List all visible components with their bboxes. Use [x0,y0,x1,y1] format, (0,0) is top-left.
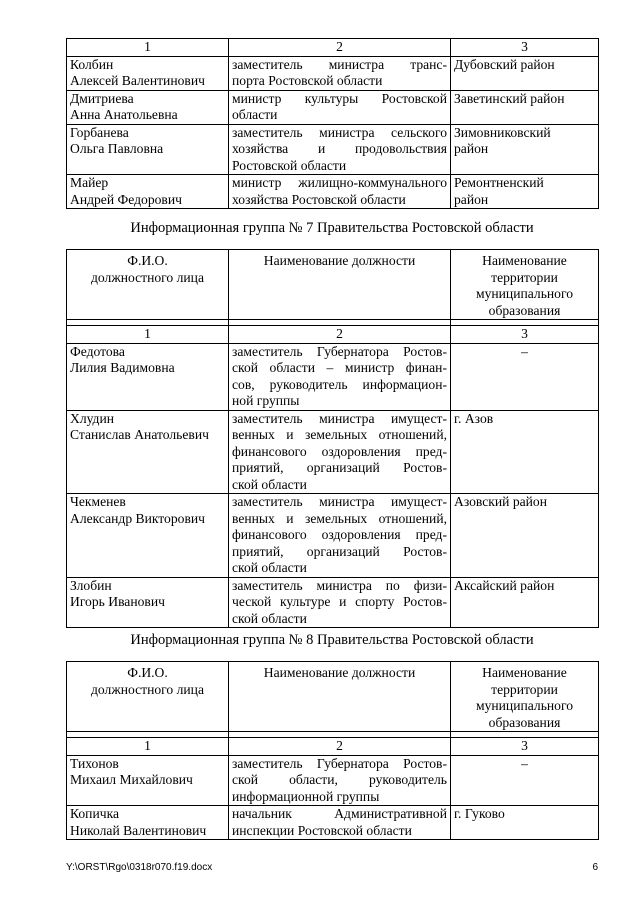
header-text: Ф.И.О. [127,665,168,680]
position-line: ской области – министр финан- [232,360,447,375]
official-name-cell [67,124,229,175]
group-8-caption: Информационная группа № 8 Правительства Ростовской области [130,632,534,648]
column-number: 3 [451,738,599,756]
position-line: ской области [232,476,307,492]
name-line: Хлудин [70,410,115,426]
official-name-cell [67,410,229,494]
territory-line: г. Гуково [454,806,505,821]
territory-line: район [454,141,489,156]
position-line: заместитель министра имущест- [232,410,447,426]
header-text: образования [488,302,561,318]
position-line: заместитель Губернатора Ростов- [232,343,447,359]
table-row [67,343,599,410]
column-number: 1 [67,326,229,344]
position-line: сов, руководитель информацион- [232,376,447,392]
group-7-table [66,249,599,628]
header-text: Наименование должности [263,253,416,268]
position-cell [229,755,451,806]
position-line: венных и земельных отношений, [232,427,447,442]
name-line: Федотова [70,343,125,359]
name-line: Дмитриева [70,90,134,106]
position-cell [229,56,451,90]
name-line: Лилия Вадимовна [70,360,175,375]
header-territory [451,662,599,732]
territory-line: Азовский район [454,494,548,509]
territory-cell [451,56,599,90]
header-text: должностного лица [91,681,204,697]
position-cell [229,343,451,410]
territory-line: – [521,755,528,771]
official-name-cell [67,577,229,628]
position-cell [229,494,451,578]
header-row [67,662,599,732]
position-line: хозяйства Ростовской области [232,191,406,207]
header-position [229,662,451,732]
territory-line: – [521,343,528,359]
territory-line: Аксайский район [454,577,555,593]
column-number: 3 [451,326,599,344]
column-number: 1 [67,39,229,57]
header-text: Наименование должности [263,665,416,680]
official-name-cell [67,90,229,124]
territory-line: Дубовский район [454,56,555,72]
position-line: ной группы [232,393,300,408]
territory-cell [451,175,599,209]
table-row [67,577,599,628]
official-name-cell [67,806,229,840]
column-number-row [67,326,599,344]
name-line: Александр Викторович [70,510,205,526]
header-text: муниципального [475,698,573,713]
position-line: заместитель министра сельского [232,124,447,140]
position-cell [229,410,451,494]
name-line: Алексей Валентинович [70,73,205,88]
territory-line: г. Азов [454,410,494,426]
column-number: 2 [229,738,451,756]
column-number: 2 [229,326,451,344]
territory-cell [451,343,599,410]
table-row [67,90,599,124]
header-text: территории [491,269,558,285]
position-line: заместитель министра по физи- [232,577,447,593]
position-line: хозяйства и продовольствия [232,141,447,156]
table-row [67,755,599,806]
group-7-caption: Информационная группа № 7 Правительства Ростовской области [130,220,534,236]
position-line: информационной группы [232,788,380,804]
header-text: Наименование [482,253,567,268]
position-line: министр жилищно-коммунального [232,175,447,190]
name-line: Ольга Павловна [70,141,164,156]
header-text: муниципального [475,286,573,301]
territory-cell [451,90,599,124]
column-number-row [67,39,599,57]
name-line: Николай Валентинович [70,822,207,838]
territory-line: Ремонтненский [454,175,544,190]
name-line: Станислав Анатольевич [70,427,209,442]
header-text: должностного лица [91,269,204,285]
column-number: 2 [229,39,451,57]
table-row [67,56,599,90]
territory-cell [451,124,599,175]
position-line: ской области [232,610,307,626]
table-row [67,806,599,840]
name-line: Майер [70,175,109,190]
officials-table-continued [66,38,599,209]
territory-line: Зимовниковский [454,124,551,140]
name-line: Тихонов [70,755,119,771]
position-line: области [232,107,278,122]
territory-cell [451,806,599,840]
group-8-table [66,661,599,840]
official-name-cell [67,56,229,90]
territory-line: район [454,191,489,207]
header-text: территории [491,681,558,697]
file-path: Y:\ORST\Rgo\0318r070.f19.docx [66,862,213,873]
position-cell [229,577,451,628]
position-cell [229,806,451,840]
table-row [67,494,599,578]
name-line: Чекменев [70,494,126,509]
position-line: ской области, руководитель [232,772,447,787]
header-row [67,250,599,320]
table-row [67,124,599,175]
position-cell [229,124,451,175]
position-cell [229,175,451,209]
column-number: 1 [67,738,229,756]
official-name-cell [67,755,229,806]
position-line: приятий, организаций Ростов- [232,460,447,475]
position-line: финансового оздоровления пред- [232,443,447,459]
territory-cell [451,577,599,628]
table-row [67,410,599,494]
header-text: Ф.И.О. [127,253,168,268]
territory-cell [451,494,599,578]
position-line: заместитель министра транс- [232,56,447,72]
table-row [67,175,599,209]
position-line: финансового оздоровления пред- [232,527,447,542]
position-line: приятий, организаций Ростов- [232,543,447,559]
position-line: ской области [232,560,307,575]
territory-cell [451,755,599,806]
column-number: 3 [451,39,599,57]
header-territory [451,250,599,320]
position-line: инспекции Ростовской области [232,822,412,838]
official-name-cell [67,494,229,578]
name-line: Анна Анатольевна [70,107,178,122]
position-cell [229,90,451,124]
official-name-cell [67,175,229,209]
territory-line: Заветинский район [454,90,565,106]
position-line: заместитель Губернатора Ростов- [232,755,447,771]
header-full-name [67,662,229,732]
header-text: Наименование [482,665,567,680]
official-name-cell [67,343,229,410]
position-line: министр культуры Ростовской [232,90,447,106]
header-text: образования [488,714,561,730]
position-line: заместитель министра имущест- [232,494,447,509]
position-line: ческой культуре и спорту Ростов- [232,594,447,609]
column-number-row [67,738,599,756]
position-line: начальник Административной [232,806,447,821]
name-line: Горбанева [70,124,129,140]
name-line: Андрей Федорович [70,191,182,207]
header-position [229,250,451,320]
name-line: Злобин [70,577,112,593]
header-full-name [67,250,229,320]
name-line: Колбин [70,56,114,72]
position-line: порта Ростовской области [232,73,383,88]
position-line: венных и земельных отношений, [232,510,447,526]
position-line: Ростовской области [232,157,347,173]
territory-cell [451,410,599,494]
name-line: Игорь Иванович [70,594,165,609]
name-line: Копичка [70,806,120,821]
name-line: Михаил Михайлович [70,772,193,787]
page-number: 6 [592,862,598,873]
